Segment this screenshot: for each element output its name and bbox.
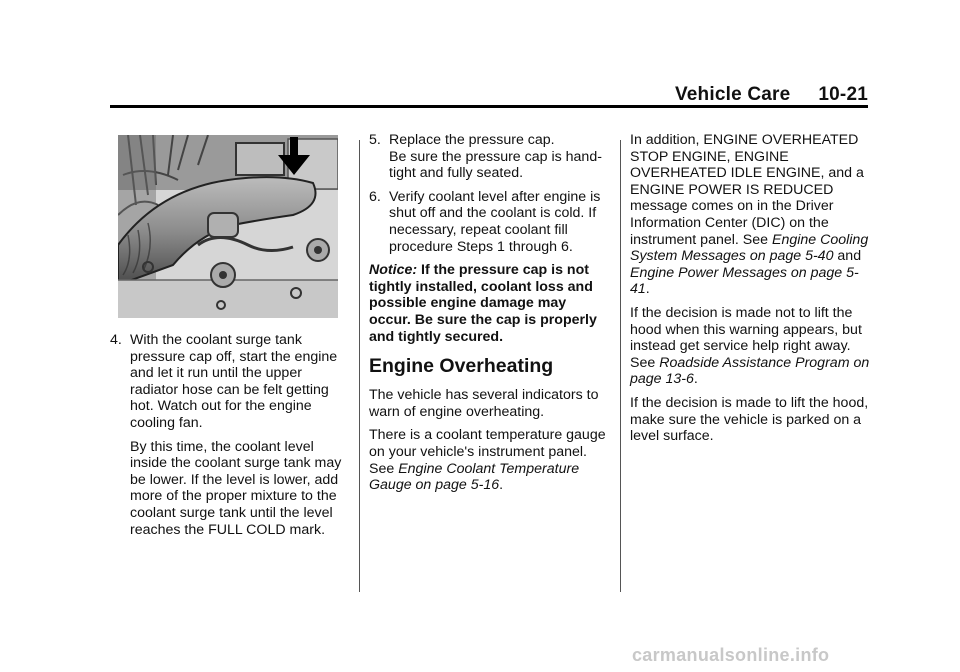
dic-messages-paragraph [630, 132, 870, 298]
step-5 [369, 132, 609, 182]
notice-paragraph [369, 262, 609, 345]
link-engine-power-messages[interactable]: Engine Power Messages on page 5-41 [630, 264, 859, 298]
step-6 [369, 189, 609, 255]
gauge-period: . [499, 477, 504, 494]
step-5-number: 5. [369, 132, 381, 148]
column-divider-1 [359, 140, 360, 592]
step-4-subtext: By this time, the coolant level inside the coolant surge tank may be lower. If the level is lower, add more of the proper mixture to the coolant surge tank until the level reaches the FULL COLD mark. [130, 438, 342, 538]
step-5-subtext: Be sure the pressure cap is hand-tight and fully seated. [389, 148, 602, 182]
link-roadside-assistance[interactable]: Roadside Assistance Program on page 13-6 [630, 354, 870, 388]
step-4 [110, 332, 350, 432]
service-text: If the decision is made not to lift the hood when this warning appears, but instead get service help right away. See [630, 304, 862, 371]
step-5-text [389, 132, 609, 182]
notice-text: If the pressure cap is not tightly installed, coolant loss and possible engine damage may occur. Be sure the cap is properly and tightly secured. [369, 262, 597, 345]
page-header [110, 84, 868, 106]
notice-label: Notice: [369, 262, 418, 279]
header-section: Vehicle Care [674, 84, 791, 105]
lift-hood-paragraph: If the decision is made to lift the hood, make sure the vehicle is parked on a level surface. [630, 394, 869, 445]
engine-photo [118, 135, 338, 318]
dic-text: In addition, ENGINE OVERHEATED STOP ENGINE, ENGINE OVERHEATED IDLE ENGINE, and a ENGINE POWER IS REDUCED message comes on in the Driver Information Center (DIC) on the instrument panel. See [630, 132, 864, 248]
dic-period: . [645, 281, 650, 298]
link-engine-coolant-gauge[interactable]: Engine Coolant Temperature Gauge on page 5-16 [369, 460, 580, 494]
section-heading: Engine Overheating [369, 355, 554, 378]
header-page-number: 10-21 [818, 84, 868, 105]
gauge-paragraph [369, 427, 609, 493]
watermark: carmanualsonline.info [632, 645, 830, 665]
link-cooling-system-messages[interactable]: Engine Cooling System Messages on page 5-40 [630, 231, 869, 265]
step-5-main: Replace the pressure cap. [389, 132, 555, 148]
column-divider-2 [620, 140, 621, 592]
overheating-intro: The vehicle has several indicators to warn of engine overheating. [369, 387, 599, 420]
header-rule [110, 105, 868, 108]
step-6-text: Verify coolant level after engine is shut off and the coolant is cold. If necessary, repeat coolant fill procedure Steps 1 through 6. [389, 188, 601, 255]
step-4-text: With the coolant surge tank pressure cap off, start the engine and let it run until the upper radiator hose can be felt getting hot. Watch out for the engine cooling fan. [130, 332, 338, 431]
column-3 [630, 132, 870, 452]
gauge-text: There is a coolant temperature gauge on your vehicle's instrument panel. See [369, 427, 606, 477]
step-4-number: 4. [110, 332, 122, 348]
column-1 [110, 332, 350, 545]
dic-and: and [837, 248, 862, 265]
header-title [675, 84, 868, 106]
step-6-number: 6. [369, 188, 381, 205]
service-paragraph [630, 305, 870, 388]
service-period: . [693, 371, 698, 388]
engine-illustration [118, 135, 338, 318]
column-2 [369, 132, 609, 501]
